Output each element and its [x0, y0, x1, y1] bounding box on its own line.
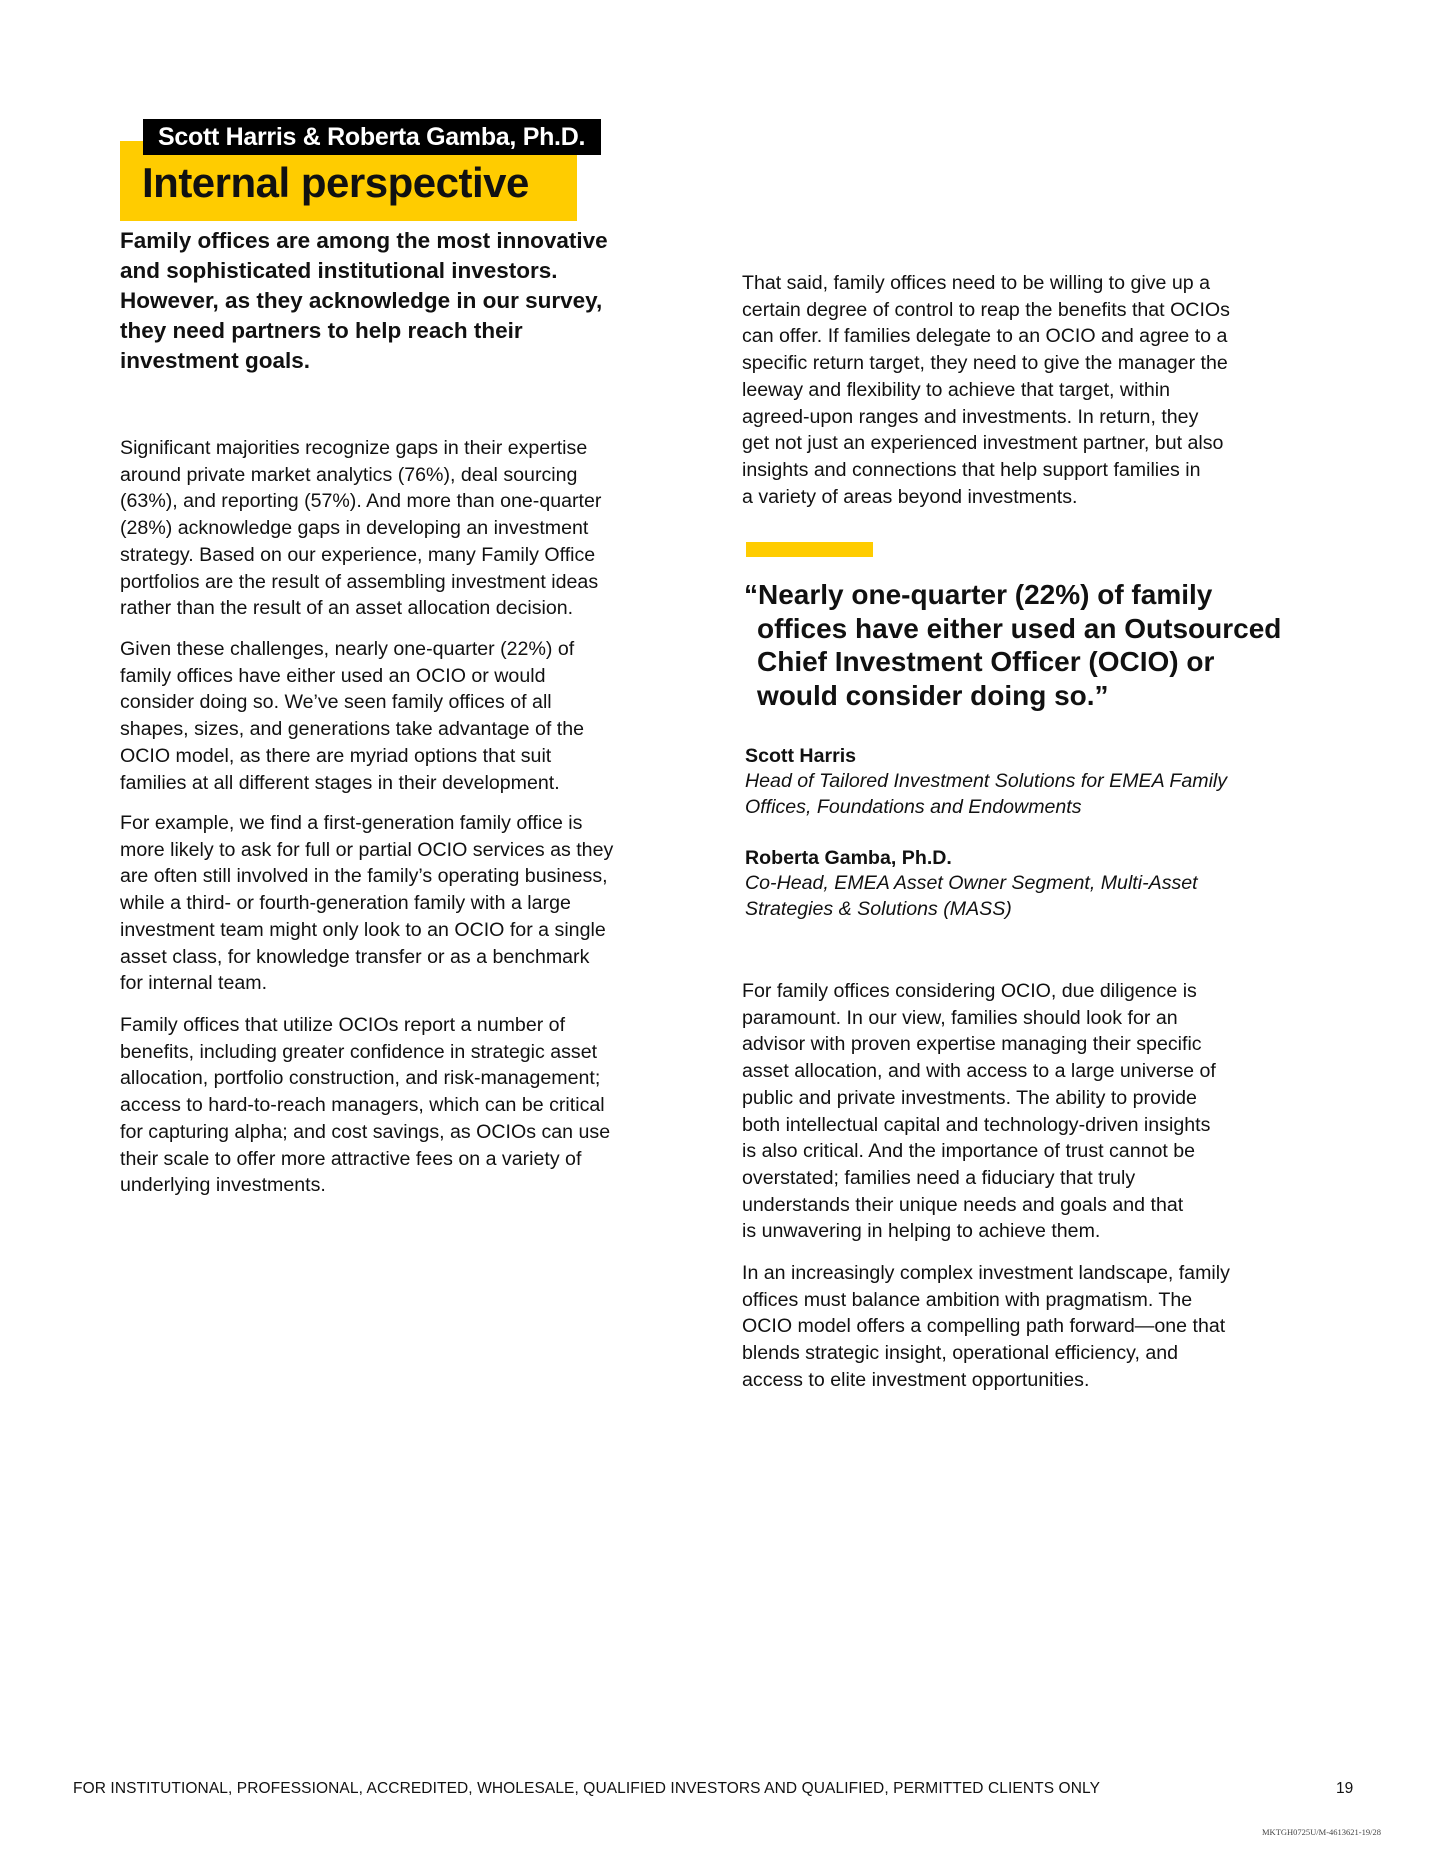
text-line: public and private investments. The ability to provide: [742, 1086, 1197, 1109]
author-role: [745, 871, 1198, 922]
author-block: [745, 743, 1227, 820]
text-line: benefits, including greater confidence in strategic asset: [120, 1040, 598, 1063]
text-line: get not just an experienced investment partner, but also: [742, 432, 1224, 455]
body-paragraph: [120, 1012, 610, 1199]
author-block: [745, 845, 1198, 922]
text-line: can offer. If families delegate to an OCIO and agree to a: [742, 325, 1228, 348]
author-role: [745, 769, 1227, 820]
author-name: Roberta Gamba, Ph.D.: [745, 847, 952, 869]
text-line: That said, family offices need to be willing to give up a: [742, 272, 1210, 294]
text-line: Family offices that utilize OCIOs report a number of: [120, 1014, 566, 1036]
footer-disclaimer: FOR INSTITUTIONAL, PROFESSIONAL, ACCREDITED, WHOLESALE, QUALIFIED INVESTORS AND QUALIFIED, PERMITTED CLIENTS ONLY: [73, 1780, 1101, 1797]
text-line: certain degree of control to reap the benefits that OCIOs: [742, 298, 1230, 321]
body-paragraph: [742, 978, 1216, 1245]
text-line: allocation, portfolio construction, and risk-management;: [120, 1067, 601, 1090]
text-line: access to elite investment opportunities.: [742, 1368, 1090, 1391]
body-paragraph: [742, 1260, 1230, 1394]
text-line: OCIO model offers a compelling path forward—one that: [742, 1315, 1226, 1338]
text-line: (63%), and reporting (57%). And more than one-quarter: [120, 490, 602, 513]
text-line: underlying investments.: [120, 1174, 326, 1197]
text-line: while a third- or fourth-generation family with a large: [120, 892, 571, 915]
text-line: paramount. In our view, families should look for an: [742, 1006, 1178, 1029]
text-line: blends strategic insight, operational efficiency, and: [742, 1342, 1179, 1365]
text-line: Co-Head, EMEA Asset Owner Segment, Multi-Asset: [745, 872, 1198, 894]
text-line: investment team might only look to an OCIO for a single: [120, 918, 606, 941]
text-line: portfolios are the result of assembling investment ideas: [120, 570, 599, 593]
text-line: OCIO model, as there are myriad options that suit: [120, 744, 552, 767]
text-line: Given these challenges, nearly one-quarter (22%) of: [120, 638, 575, 660]
body-paragraph: [120, 435, 601, 622]
body-paragraph: [120, 810, 613, 997]
text-line: is unwavering in helping to achieve them.: [742, 1220, 1101, 1243]
text-line: For example, we find a first-generation family office is: [120, 812, 583, 834]
text-line: asset class, for knowledge transfer or as a benchmark: [120, 945, 590, 968]
text-line: their scale to offer more attractive fees on a variety of: [120, 1147, 582, 1170]
text-line: Chief Investment Officer (OCIO) or: [757, 646, 1215, 678]
pull-quote: [744, 578, 1281, 712]
page-title: Internal perspective: [142, 159, 529, 206]
text-line: insights and connections that help support families in: [742, 458, 1201, 481]
text-line: more likely to ask for full or partial OCIO services as they: [120, 838, 614, 861]
text-line: advisor with proven expertise managing their specific: [742, 1033, 1202, 1056]
author-byline: Scott Harris & Roberta Gamba, Ph.D.: [143, 119, 601, 155]
text-line: understands their unique needs and goals and that: [742, 1193, 1184, 1216]
text-line: For family offices considering OCIO, due diligence is: [742, 980, 1197, 1002]
text-line: family offices have either used an OCIO or would: [120, 664, 546, 687]
text-line: (28%) acknowledge gaps in developing an investment: [120, 517, 589, 540]
text-line: families at all different stages in their development.: [120, 771, 560, 794]
text-line: offices must balance ambition with pragmatism. The: [742, 1288, 1193, 1311]
text-line: consider doing so. We’ve seen family offices of all: [120, 691, 552, 714]
text-line: leeway and flexibility to achieve that target, within: [742, 378, 1171, 401]
text-line: would consider doing so.”: [757, 679, 1109, 711]
text-line: In an increasingly complex investment landscape, family: [742, 1262, 1230, 1284]
page-number: 19: [1336, 1780, 1354, 1797]
text-line: investment goals.: [120, 348, 311, 373]
text-line: both intellectual capital and technology-driven insights: [742, 1113, 1211, 1136]
text-line: specific return target, they need to give the manager the: [742, 352, 1228, 375]
body-paragraph: [120, 636, 584, 796]
text-line: overstated; families need a fiduciary that truly: [742, 1166, 1136, 1189]
text-line: Head of Tailored Investment Solutions for EMEA Family: [745, 770, 1228, 792]
text-line: they need partners to help reach their: [120, 318, 523, 343]
text-line: asset allocation, and with access to a large universe of: [742, 1060, 1216, 1083]
text-line: offices have either used an Outsourced: [757, 612, 1282, 644]
text-line: agreed-upon ranges and investments. In return, they: [742, 405, 1199, 428]
text-line: a variety of areas beyond investments.: [742, 485, 1078, 508]
author-name: Scott Harris: [745, 745, 857, 767]
text-line: “Nearly one-quarter (22%) of family: [744, 579, 1213, 610]
text-line: Strategies & Solutions (MASS): [745, 897, 1012, 920]
text-line: Significant majorities recognize gaps in their expertise: [120, 437, 588, 459]
text-line: is also critical. And the importance of trust cannot be: [742, 1140, 1196, 1163]
body-paragraph: [742, 270, 1230, 510]
lead-paragraph: [120, 226, 608, 376]
text-line: rather than the result of an asset allocation decision.: [120, 597, 574, 620]
text-line: and sophisticated institutional investors.: [120, 258, 558, 283]
text-line: around private market analytics (76%), deal sourcing: [120, 463, 578, 486]
text-line: However, as they acknowledge in our survey,: [120, 288, 603, 313]
document-code: MKTGH0725U/M-4613621-19/28: [1262, 1827, 1381, 1837]
quote-accent-bar: [746, 542, 873, 557]
text-line: for internal team.: [120, 972, 268, 995]
text-line: access to hard-to-reach managers, which can be critical: [120, 1094, 605, 1117]
text-line: are often still involved in the family’s operating business,: [120, 865, 608, 888]
text-line: strategy. Based on our experience, many Family Office: [120, 543, 596, 566]
text-line: for capturing alpha; and cost savings, as OCIOs can use: [120, 1120, 611, 1143]
text-line: Offices, Foundations and Endowments: [745, 795, 1082, 818]
text-line: shapes, sizes, and generations take advantage of the: [120, 718, 585, 741]
text-line: Family offices are among the most innovative: [120, 228, 608, 253]
